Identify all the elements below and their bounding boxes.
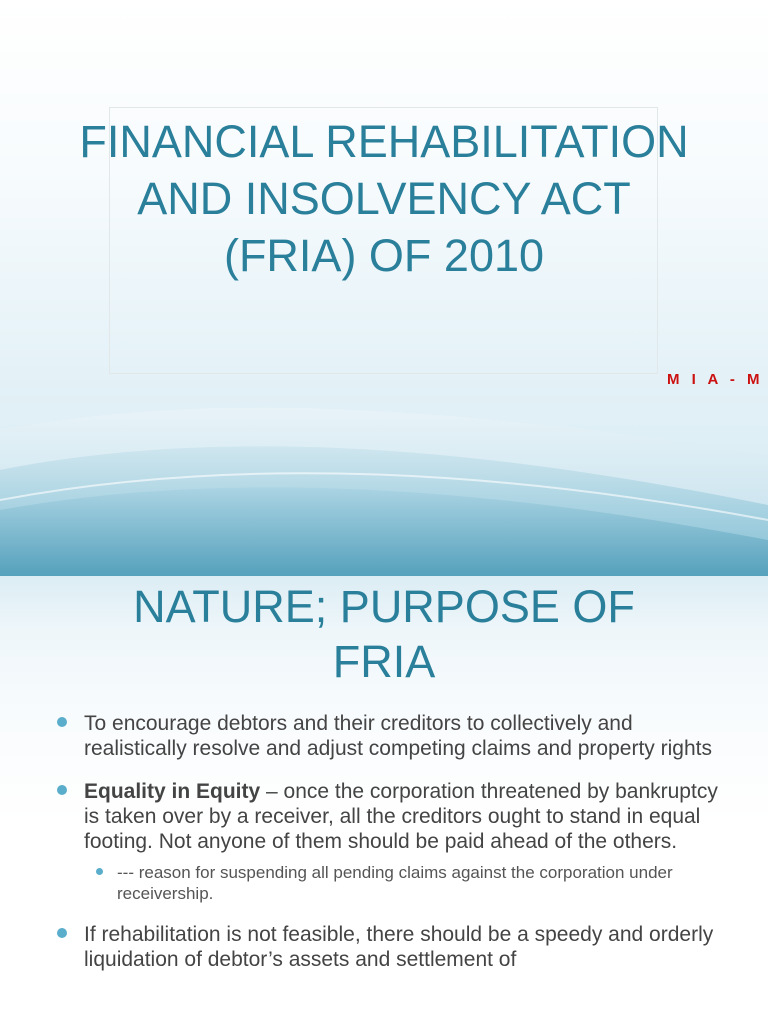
sub-bullet-item bbox=[82, 862, 732, 904]
bullet-list bbox=[52, 711, 732, 990]
content-title-line-1: NATURE; PURPOSE OF bbox=[133, 581, 635, 632]
bullet-icon bbox=[57, 785, 67, 795]
title-line-3: (FRIA) OF 2010 bbox=[223, 230, 545, 281]
content-title-line-2: FRIA bbox=[332, 636, 436, 687]
bullet-item bbox=[52, 922, 732, 972]
sub-bullet-list bbox=[84, 862, 732, 904]
title-line-2: AND INSOLVENCY ACT bbox=[137, 173, 631, 224]
bullet-text: – once the corporation threatened by bankruptcy is taken over by a receiver, all the creditors ought to stand in equal footing. Not anyone of them should be paid ahead of the others. bbox=[84, 780, 718, 853]
author-watermark: M I A - M bbox=[667, 371, 764, 388]
bullet-text: To encourage debtors and their creditors to collectively and realistically resolve and adjust competing claims and property rights bbox=[84, 712, 712, 760]
content-slide-title bbox=[60, 579, 708, 689]
bullet-icon bbox=[57, 928, 67, 938]
bullet-icon bbox=[57, 717, 67, 727]
sub-bullet-text: --- reason for suspending all pending claims against the corporation under receivership. bbox=[117, 863, 673, 903]
bullet-item bbox=[52, 779, 732, 904]
bullet-bold-term: Equality in Equity bbox=[84, 780, 261, 803]
bullet-text: If rehabilitation is not feasible, there should be a speedy and orderly liquidation of debtor’s assets and settlement of bbox=[84, 923, 714, 971]
bullet-item bbox=[52, 711, 732, 761]
slide-title bbox=[30, 113, 738, 284]
content-slide bbox=[0, 576, 768, 1024]
title-line-1: FINANCIAL REHABILITATION bbox=[79, 116, 689, 167]
sub-bullet-icon bbox=[96, 868, 103, 875]
